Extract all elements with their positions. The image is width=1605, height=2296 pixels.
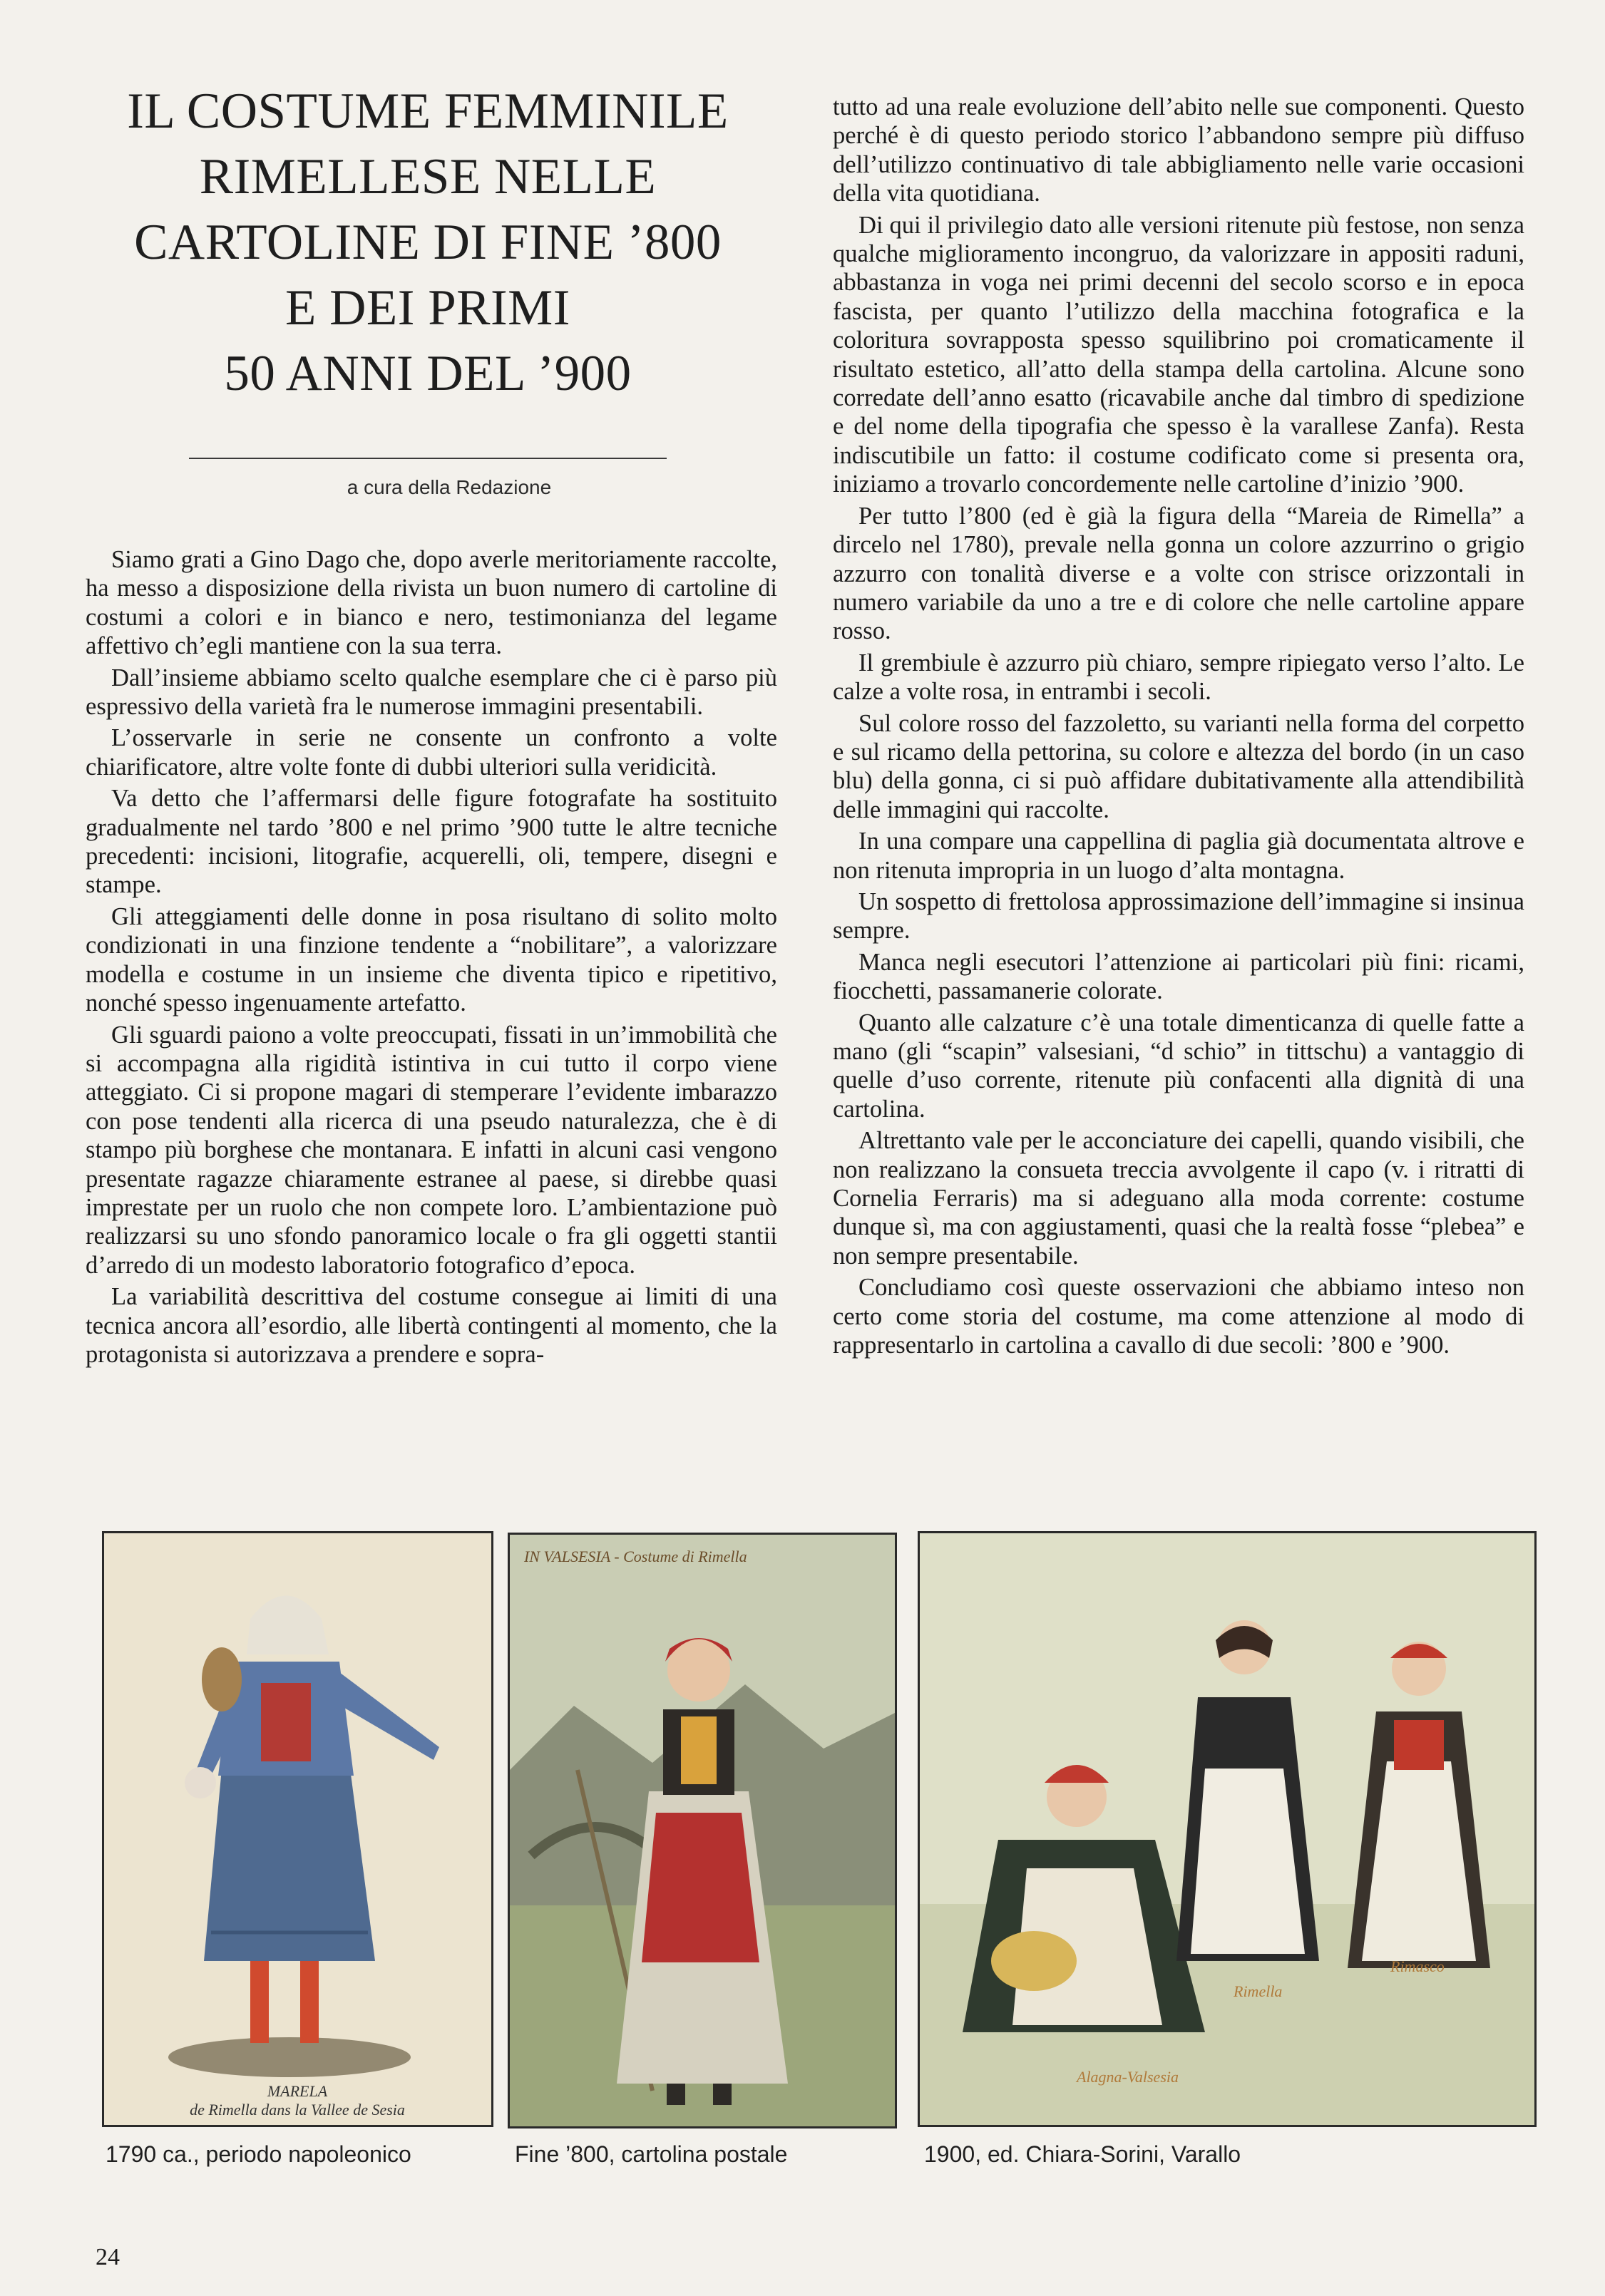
illustration-postcard <box>508 1533 897 2128</box>
paragraph: Siamo grati a Gino Dago che, dopo averle meritoriamente raccolte, ha messo a disposizione della rivista un buon numero di cartoline di costumi a colori e in bianco e nero, testimonianza del legame affettivo ch’egli mantiene con la sua terra. <box>86 546 777 660</box>
paragraph: Dall’insieme abbiamo scelto qualche esemplare che ci è parso più espressivo della varietà fra le numerose immagini presentabili. <box>86 664 777 721</box>
caption-plate-3: 1900, ed. Chiara-Sorini, Varallo <box>924 2141 1241 2167</box>
plate-label: Alagna-Valsesia <box>1077 2068 1179 2086</box>
paragraph: Un sospetto di frettolosa approssimazione dell’immagine si insinua sempre. <box>833 887 1524 944</box>
plate-label: MARELA <box>267 2082 328 2100</box>
body-column-left <box>86 545 777 1371</box>
paragraph: Gli sguardi paiono a volte preoccupati, fissati in un’immobilità che si accompagna alla rigidità istintiva in cui tutto il corpo viene atteggiato. Ci si propone magari di stemperare l’evidente imbarazzo con pose tendenti alla ricerca di una pseudo naturalezza, che è di stampo più borghese che montanara. E infatti in alcuni casi vengono presentate ragazze chiaramente estranee al paese, si direbbe quasi imprestate per un ruolo che non compete loro. L’ambientazione può realizzarsi su uno sfondo panoramico locale o fra gli oggetti stantii d’arredo di un modesto laboratorio fotografico d’epoca. <box>86 1021 777 1279</box>
plate-label: IN VALSESIA - Costume di Rimella <box>524 1548 747 1565</box>
title-line: CARTOLINE DI FINE ’800 <box>134 215 722 270</box>
illustration-marela <box>102 1531 493 2127</box>
body-column-right <box>833 93 1524 1362</box>
plate-label: de Rimella dans la Vallee de Sesia <box>190 2101 405 2119</box>
paragraph: Quanto alle calzature c’è una totale dimenticanza di quelle fatte a mano (gli “scapin” valsesiani, “d schio” in tittschu) a vantaggio di quelle d’uso corrente, ritenute più confacenti alla dignità di una cartolina. <box>833 1009 1524 1123</box>
illustration-three-women <box>918 1531 1537 2127</box>
postcard-figure <box>510 1535 895 2126</box>
paragraph: Concludiamo così queste osservazioni che abbiamo inteso non certo come storia del costume, ma come attenzione al modo di rappresentarlo in cartolina a cavallo di due secoli: ’800 e ’900. <box>833 1274 1524 1359</box>
paragraph: Il grembiule è azzurro più chiaro, sempre ripiegato verso l’alto. Le calze a volte rosa, in entrambi i secoli. <box>833 649 1524 706</box>
paragraph: Gli atteggiamenti delle donne in posa risultano di solito molto condizionati in una finzione tendente a “nobilitare”, a valorizzare modella e costume in un insieme che diventa tipico e ripetitivo, nonché spesso ingenuamente artefatto. <box>86 902 777 1017</box>
paragraph: Di qui il privilegio dato alle versioni ritenute più festose, non senza qualche miglioramento incongruo, da valorizzare in appositi raduni, abbastanza in voga nei primi decenni del secolo scorso e in epoca fascista, per quanto l’utilizzo della macchina fotografica e la coloritura sovrapposta spesso squilibrino poi cromaticamente il risultato estetico, all’atto della stampa della cartolina. Alcune sono corredate dell’anno esatto (ricavabile anche dal timbro di spedizione e del nome della tipografia che spesso è la varallese Zanfa). Resta indiscutibile un fatto: il costume codificato come si presenta ora, iniziamo a trovarlo concordemente nelle cartoline d’inizio ’900. <box>833 211 1524 498</box>
paragraph: Manca negli esecutori l’attenzione ai particolari più fini: ricami, fiocchetti, passamanerie colorate. <box>833 948 1524 1005</box>
paragraph: Va detto che l’affermarsi delle figure fotografate ha sostituito gradualmente nel tardo ’800 e nel primo ’900 tutte le altre tecniche precedenti: incisioni, litografie, acquerelli, oli, tempere, disegni e stampe. <box>86 785 777 899</box>
paragraph: Sul colore rosso del fazzoletto, su varianti nella forma del corpetto e sul ricamo della pettorina, su colore e altezza del bordo (in un caso blu) della gonna, ci si può affidare dubitativamente alla attendibilità delle immagini qui raccolte. <box>833 709 1524 823</box>
three-women-figure <box>920 1533 1534 2125</box>
title-divider <box>189 458 667 459</box>
paragraph: L’osservarle in serie ne consente un confronto a volte chiarificatore, altre volte fonte di dubbi ulteriori sulla veridicità. <box>86 724 777 781</box>
byline: a cura della Redazione <box>347 476 552 498</box>
caption-plate-2: Fine ’800, cartolina postale <box>515 2141 788 2167</box>
title-line: IL COSTUME FEMMINILE <box>127 83 729 139</box>
caption-plate-1: 1790 ca., periodo napoleonico <box>106 2141 411 2167</box>
title-line: RIMELLESE NELLE <box>199 149 657 205</box>
article-header <box>93 78 763 499</box>
title-line: 50 ANNI DEL ’900 <box>224 346 632 401</box>
title-line: E DEI PRIMI <box>285 280 570 336</box>
paragraph: In una compare una cappellina di paglia già documentata altrove e non ritenuta impropria in un luogo d’alta montagna. <box>833 828 1524 884</box>
page-number: 24 <box>96 2244 120 2270</box>
article-title <box>93 78 763 406</box>
plate-label: Rimella <box>1234 1982 1283 2000</box>
paragraph: Per tutto l’800 (ed è già la figura della “Mareia de Rimella” a dircelo nel 1780), prevale nella gonna un colore azzurrino o grigio azzurro con tonalità diverse e a volte con strisce orizzontali in numero variabile da uno a tre e di colore che nelle cartoline appare rosso. <box>833 502 1524 645</box>
plate-label: Rimasco <box>1390 1957 1445 1975</box>
marela-figure <box>104 1533 491 2125</box>
paragraph: tutto ad una reale evoluzione dell’abito nelle sue componenti. Questo perché è di questo periodo storico l’abbandono sempre più diffuso dell’utilizzo continuativo di tale abbigliamento nelle varie occasioni della vita quotidiana. <box>833 93 1524 207</box>
paragraph: La variabilità descrittiva del costume consegue ai limiti di una tecnica ancora all’esordio, alle libertà contingenti al momento, che la protagonista si autorizzava a prendere e sopra- <box>86 1283 777 1368</box>
paragraph: Altrettanto vale per le acconciature dei capelli, quando visibili, che non realizzano la consueta treccia avvolgente il capo (v. i ritratti di Cornelia Ferraris) ma si adeguano alla moda corrente: costume dunque sì, ma con aggiustamenti, quasi che la realtà fosse “plebea” e non sempre presentabile. <box>833 1127 1524 1270</box>
